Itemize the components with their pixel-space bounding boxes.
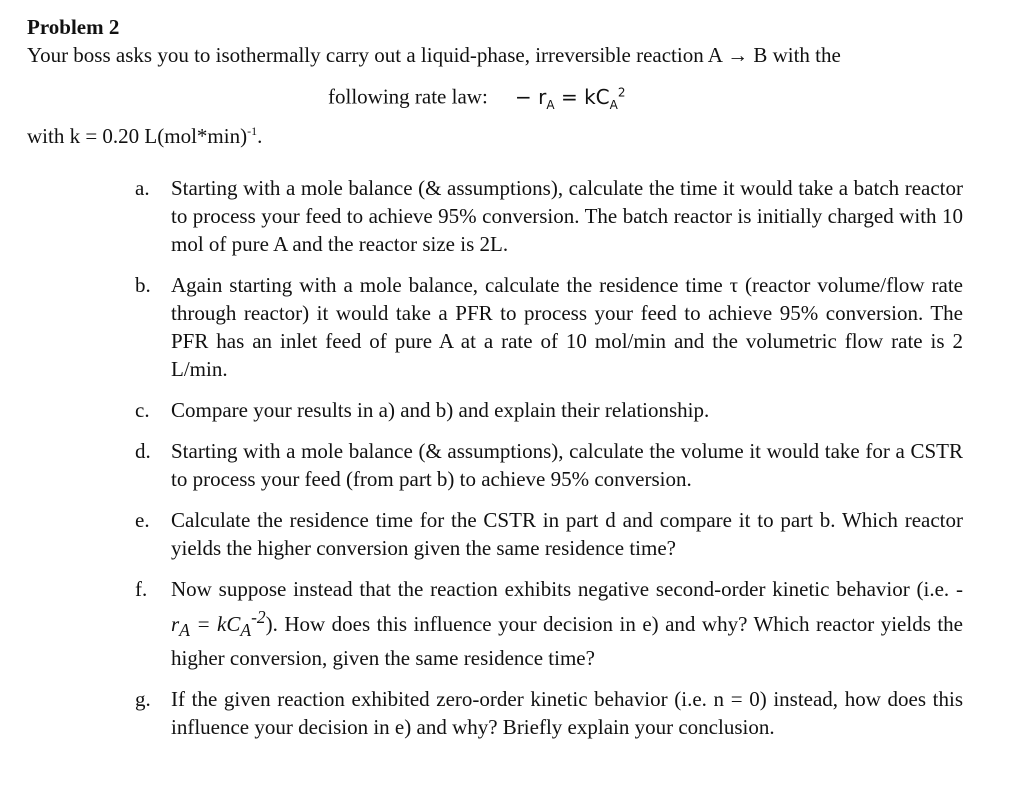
rate-law-rhs: = kC	[554, 84, 610, 109]
inline-eq-mid: = kC	[189, 612, 241, 636]
part-marker: b.	[135, 273, 151, 297]
part-marker: e.	[135, 508, 150, 532]
part-text: Starting with a mole balance (& assumptions), calculate the time it would take a batch reactor to process your feed to achieve 95% conversion. The batch reactor is initially charged with 10 mol of pure A and the reactor size is 2L.	[171, 176, 963, 256]
inline-eq-exponent: -2	[251, 607, 266, 627]
rate-constant-line	[27, 118, 262, 149]
rate-law-lhs-subscript: A	[546, 97, 555, 112]
part-text: Calculate the residence time for the CSTR in part d and compare it to part b. Which reactor yields the higher conversion given the same residence time?	[171, 508, 963, 560]
question-parts-list	[135, 174, 963, 754]
rate-law-line	[328, 77, 626, 120]
part-text: If the given reaction exhibited zero-order kinetic behavior (i.e. n = 0) instead, how does this influence your decision in e) and why? Briefly explain your conclusion.	[171, 687, 963, 740]
part-text-after: ). How does this influence your decision in e) and why? Which reactor yields the higher conversion, given the same residence time?	[171, 612, 964, 671]
problem-title: Problem 2	[27, 15, 120, 39]
part-marker: c.	[135, 398, 150, 422]
rate-law-rhs-exponent: 2	[617, 85, 626, 99]
question-part-b	[135, 271, 963, 383]
rate-law-rhs-subscript: A	[609, 97, 618, 112]
part-marker: g.	[135, 687, 151, 712]
question-part-c	[135, 396, 963, 424]
rate-law-prefix: following rate law:	[328, 84, 488, 109]
question-part-e	[135, 506, 963, 562]
part-text: Starting with a mole balance (& assumptions), calculate the volume it would take for a CSTR to process your feed (from part b) to achieve 95% conversion.	[171, 439, 963, 491]
question-part-f	[135, 575, 963, 672]
rate-constant-period: .	[257, 124, 263, 148]
part-marker: a.	[135, 176, 150, 200]
part-text-before: Now suppose instead that the reaction exhibits negative second-order kinetic behavior (i.e.	[171, 577, 956, 601]
problem-intro: Your boss asks you to isothermally carry out a liquid-phase, irreversible reaction A → B with the	[27, 43, 841, 67]
rate-law-equation	[515, 84, 626, 112]
question-part-a	[135, 174, 963, 258]
inline-eq-subscript: A	[240, 620, 252, 641]
inline-eq-lhs-subscript: A	[179, 620, 190, 641]
part-marker: d.	[135, 439, 151, 463]
rate-law-lhs: − r	[515, 84, 547, 109]
question-part-d	[135, 437, 963, 493]
inline-eq-lhs: -r	[171, 577, 963, 636]
question-part-g	[135, 685, 963, 741]
rate-constant-exponent: -1	[247, 124, 258, 138]
part-text: Again starting with a mole balance, calculate the residence time τ (reactor volume/flow rate through reactor) it would take a PFR to process your feed to achieve 95% conversion. The PFR has an inlet feed of pure A at a rate of 10 mol/min and the volumetric flow rate is 2 L/min.	[171, 273, 963, 381]
part-marker: f.	[135, 577, 148, 601]
rate-constant-text: with k = 0.20 L(mol*min)	[27, 124, 248, 148]
part-text: Compare your results in a) and b) and explain their relationship.	[171, 398, 710, 422]
